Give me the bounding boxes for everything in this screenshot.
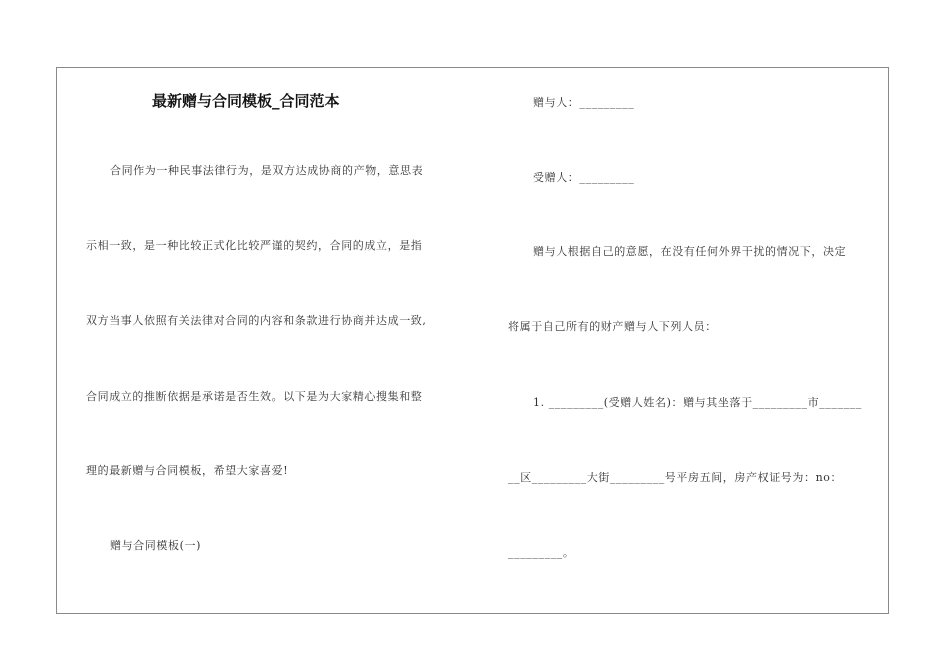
left-paragraph-line-3: 双方当事人依照有关法律对合同的内容和条款进行协商并达成一致, bbox=[86, 314, 427, 327]
donor-field: 赠与人：_________ bbox=[533, 96, 635, 109]
left-paragraph-line-5: 理的最新赠与合同模板，希望大家喜爱! bbox=[86, 464, 289, 477]
left-paragraph-line-1: 合同作为一种民事法律行为，是双方达成协商的产物，意思表 bbox=[110, 164, 424, 177]
section-heading: 赠与合同模板(一) bbox=[110, 539, 201, 552]
right-paragraph-line-2: 将属于自己所有的财产赠与人下列人员： bbox=[508, 320, 717, 333]
left-paragraph-line-2: 示相一致，是一种比较正式化比较严谨的契约，合同的成立，是指 bbox=[86, 239, 423, 252]
recipient-field: 受赠人：_________ bbox=[533, 171, 635, 184]
clause-1-line-1: 1. _________(受赠人姓名)：赠与其坐落于_________市_______ bbox=[533, 396, 862, 409]
page-border bbox=[56, 67, 889, 614]
clause-1-line-2: __区_________大街_________号平房五间，房产权证号为：no： bbox=[508, 471, 843, 484]
right-paragraph-line-1: 赠与人根据自己的意愿，在没有任何外界干扰的情况下，决定 bbox=[533, 245, 847, 258]
document-title: 最新赠与合同模板_合同范本 bbox=[152, 92, 340, 110]
left-paragraph-line-4: 合同成立的推断依据是承诺是否生效。以下是为大家精心搜集和整 bbox=[86, 390, 423, 403]
clause-1-line-3: _________。 bbox=[508, 546, 575, 559]
